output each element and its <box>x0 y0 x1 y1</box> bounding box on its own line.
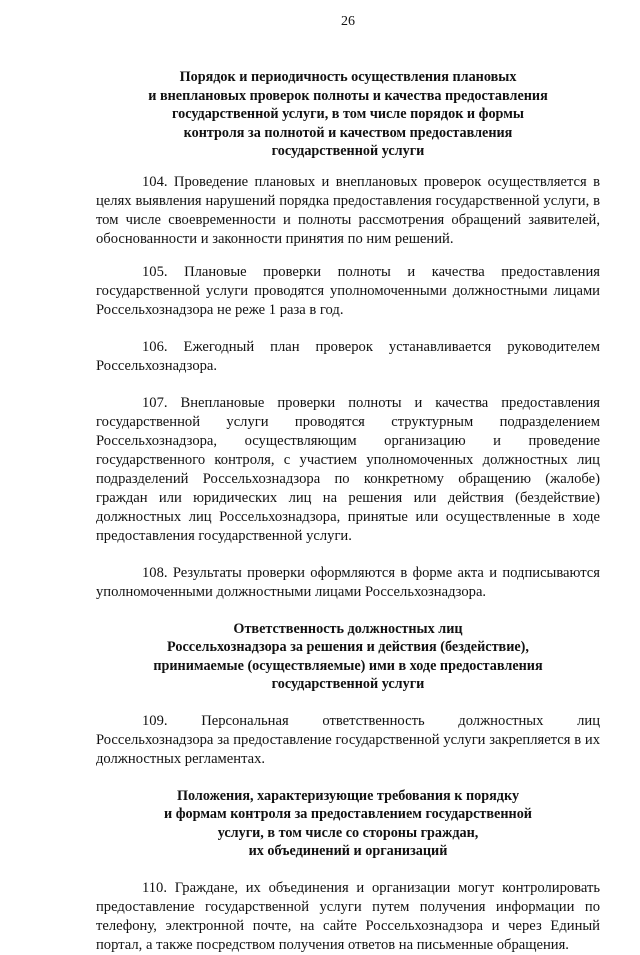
heading-line: государственной услуги, в том числе порядок и формы <box>172 106 524 122</box>
heading-line: Положения, характеризующие требования к порядку <box>176 787 520 804</box>
heading-line: и внеплановых проверок полноты и качества предоставления <box>148 87 548 104</box>
heading-line: контроля за полнотой и качеством предоставления <box>183 124 513 141</box>
heading-line: их объединений и организаций <box>248 843 448 859</box>
heading-line: государственной услуги <box>271 143 425 159</box>
section-heading-control-procedure <box>96 68 600 161</box>
heading-line: услуги, в том числе со стороны граждан, <box>217 824 479 841</box>
paragraph-105: 105. Плановые проверки полноты и качества предоставления государственной услуги проводятся уполномоченными должностными лицами Россельхознадзора не реже 1 раза в год. <box>96 263 600 318</box>
paragraph-107: 107. Внеплановые проверки полноты и качества предоставления государственной услуги проводятся структурным подразделением Россельхознадзора, осуществляющим организацию и проведение государственного контроля, с участием уполномоченных должностных лиц подразделений Россельхознадзора по конкретному обращению (жалобе) граждан или юридических лиц на решения или действия (бездействие) должностных лиц Россельхознадзора, принятые или осуществленные в ходе предоставления государственной услуги. <box>96 394 600 544</box>
heading-line: Ответственность должностных лиц <box>233 620 463 637</box>
paragraph-106: 106. Ежегодный план проверок устанавливается руководителем Россельхознадзора. <box>96 338 600 374</box>
heading-line: и формам контроля за предоставлением государственной <box>164 806 532 822</box>
heading-line: Россельхознадзора за решения и действия (бездействие), <box>167 639 529 655</box>
paragraph-108: 108. Результаты проверки оформляются в форме акта и подписываются уполномоченными должностными лицами Россельхознадзора. <box>96 564 600 600</box>
heading-line: принимаемые (осуществляемые) ими в ходе предоставления <box>153 657 543 674</box>
paragraph-110: 110. Граждане, их объединения и организации могут контролировать предоставление государственной услуги путем получения информации по телефону, электронной почте, на сайте Россельхознадзора и через Единый портал, а также посредством получения ответов на письменные обращения. <box>96 879 600 953</box>
section-heading-responsibility <box>96 620 600 694</box>
heading-line: государственной услуги <box>271 676 425 692</box>
page-number: 26 <box>341 14 355 29</box>
paragraph-104: 104. Проведение плановых и внеплановых проверок осуществляется в целях выявления нарушений порядка предоставления государственной услуги, в том числе своевременности и полноты рассмотрения обращений заявителей, обоснованности и законности принятия по ним решений. <box>96 173 600 247</box>
section-heading-citizen-control <box>96 787 600 861</box>
paragraph-109: 109. Персональная ответственность должностных лиц Россельхознадзора за предоставление государственной услуги закрепляется в их должностных регламентах. <box>96 712 600 767</box>
heading-line: Порядок и периодичность осуществления плановых <box>179 69 517 85</box>
